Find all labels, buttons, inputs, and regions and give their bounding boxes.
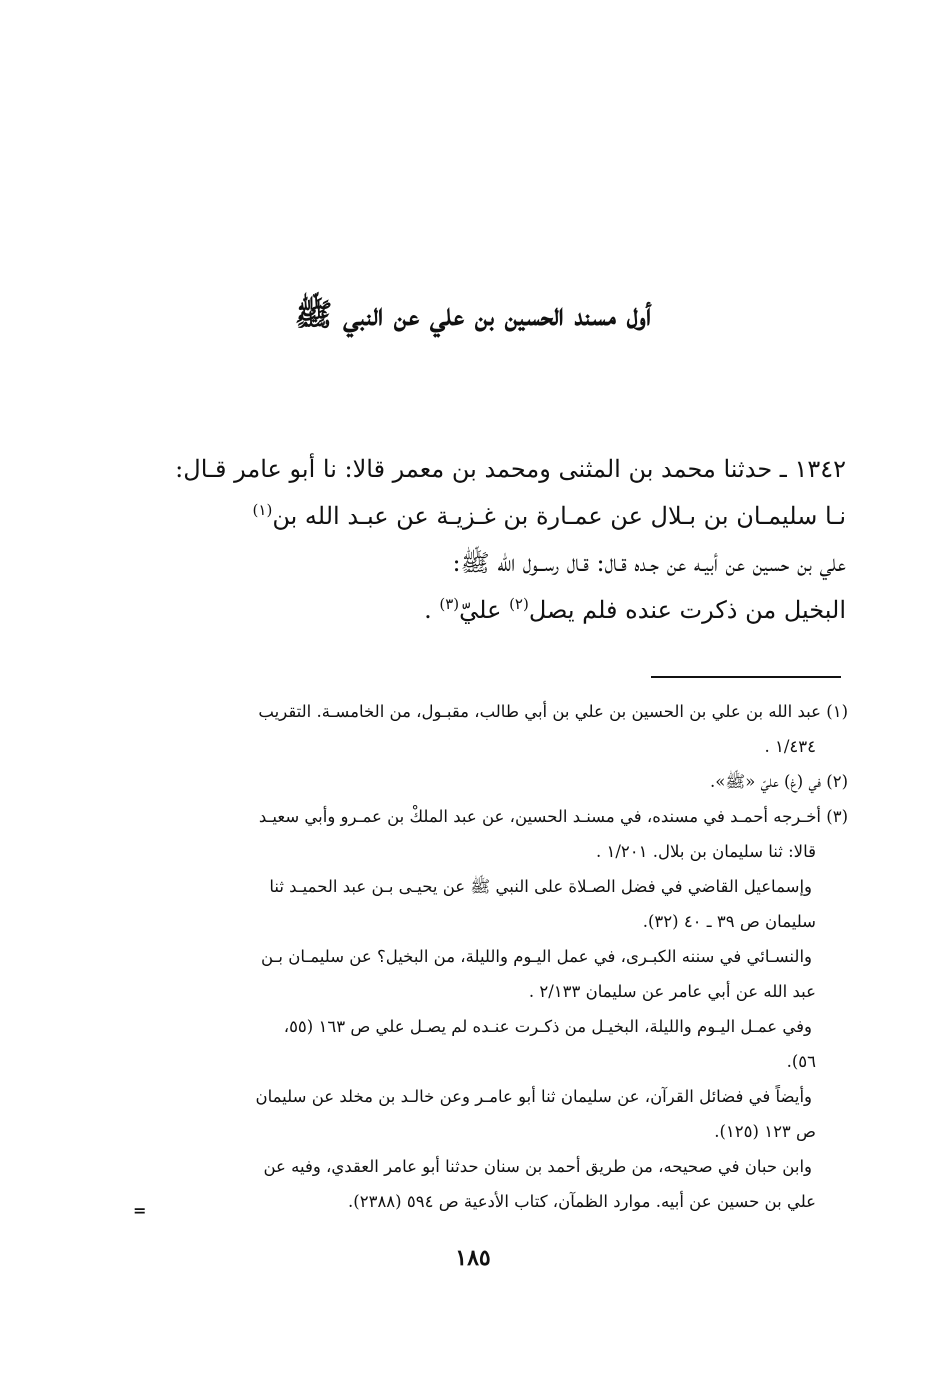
footnote-2: (٢) في (غ) عليّ «ﷺ». — [710, 772, 848, 791]
footnote-divider — [651, 676, 841, 678]
footnote-3-para-amal: وفي عمـل اليـوم والليلة، البخيـل من ذكـرت عنـده لم يصـل علي ص ١٦٣ (٥٥، — [283, 1017, 812, 1036]
footnote-ref-1[interactable]: (١) — [252, 501, 273, 519]
continuation-mark: = — [133, 1201, 147, 1220]
footnote-3: (٣) أخـرجه أحمـد في مسنده، في مسنـد الحسين، عن عبد الملكْ بن عمـرو وأبي سعيـد — [258, 807, 848, 826]
hadith-line-1: ١٣٤٢ ـ حدثنا محمد بن المثنى ومحمد بن معمر قالا: نا أبو عامر قـال: — [175, 455, 846, 483]
footnotes — [138, 694, 848, 1219]
footnote-3-para-qadi-cont: سليمان ص ٣٩ ـ ٤٠ (٣٢). — [642, 912, 816, 931]
hadith-line-4: البخيل من ذكرت عنده فلم يصل$^{(٢)}$ عليّ$^{(٣)}$ . — [424, 595, 846, 624]
hadith-line-2: نـا سليمـان بن بـلال عن عمـارة بن غـزيـة عن عبـد الله بن$^{(١)}$ — [252, 501, 846, 530]
hadith-text — [146, 446, 846, 634]
footnote-3-para-nasai-cont: عبد الله عن أبي عامر عن سليمان ٢/١٣٣ . — [528, 982, 816, 1001]
hadith-line-3: علي بن حسين عن أبيـه عن جـده قـال: قـال رســول الله ﷺ: — [452, 549, 846, 577]
footnote-1-cont: ١/٤٣٤ . — [764, 737, 816, 756]
footnote-ref-3[interactable]: (٣) — [439, 595, 460, 613]
footnote-3-para-hibban-cont: علي بن حسين عن أبيه. موارد الظمآن، كتاب الأدعية ص ٥٩٤ (٢٣٨٨). — [348, 1192, 816, 1211]
footnote-3-para-nasai: والنسـائي في سننه الكبـرى، في عمل اليـوم والليلة، من البخيل؟ عن سليمـان بـن — [261, 947, 812, 966]
chapter-title: أول مسند الحسين بن علي عن النبي ﷺ — [294, 296, 652, 333]
footnote-ref-2[interactable]: (٢) — [509, 595, 529, 613]
footnote-1: (١) عبد الله بن علي بن الحسين بن علي بن أبي طالب، مقبـول، من الخامسـة. التقريب — [258, 702, 848, 721]
page-number: ١٨٥ — [455, 1245, 491, 1271]
footnote-3-para-amal-cont: ٥٦). — [786, 1052, 816, 1071]
footnote-3-para-qadi: وإسماعيل القاضي في فضل الصـلاة على النبي ﷺ عن يحيـى بـن عبد الحميـد ثنا — [269, 877, 812, 896]
footnote-3-para-hibban: وابن حبان في صحيحه، من طريق أحمد بن سنان حدثنا أبو عامر العقدي، وفيه عن — [263, 1157, 812, 1176]
footnote-3-para-fadail-cont: ص ١٢٣ (١٢٥). — [714, 1122, 816, 1141]
footnote-3-cont: قالا: ثنا سليمان بن بلال. ١/٢٠١ . — [596, 842, 816, 861]
footnote-3-para-fadail: وأيضاً في فضائل القرآن، عن سليمان ثنا أبو عامـر وعن خالـد بن مخلد عن سليمان — [255, 1087, 812, 1106]
